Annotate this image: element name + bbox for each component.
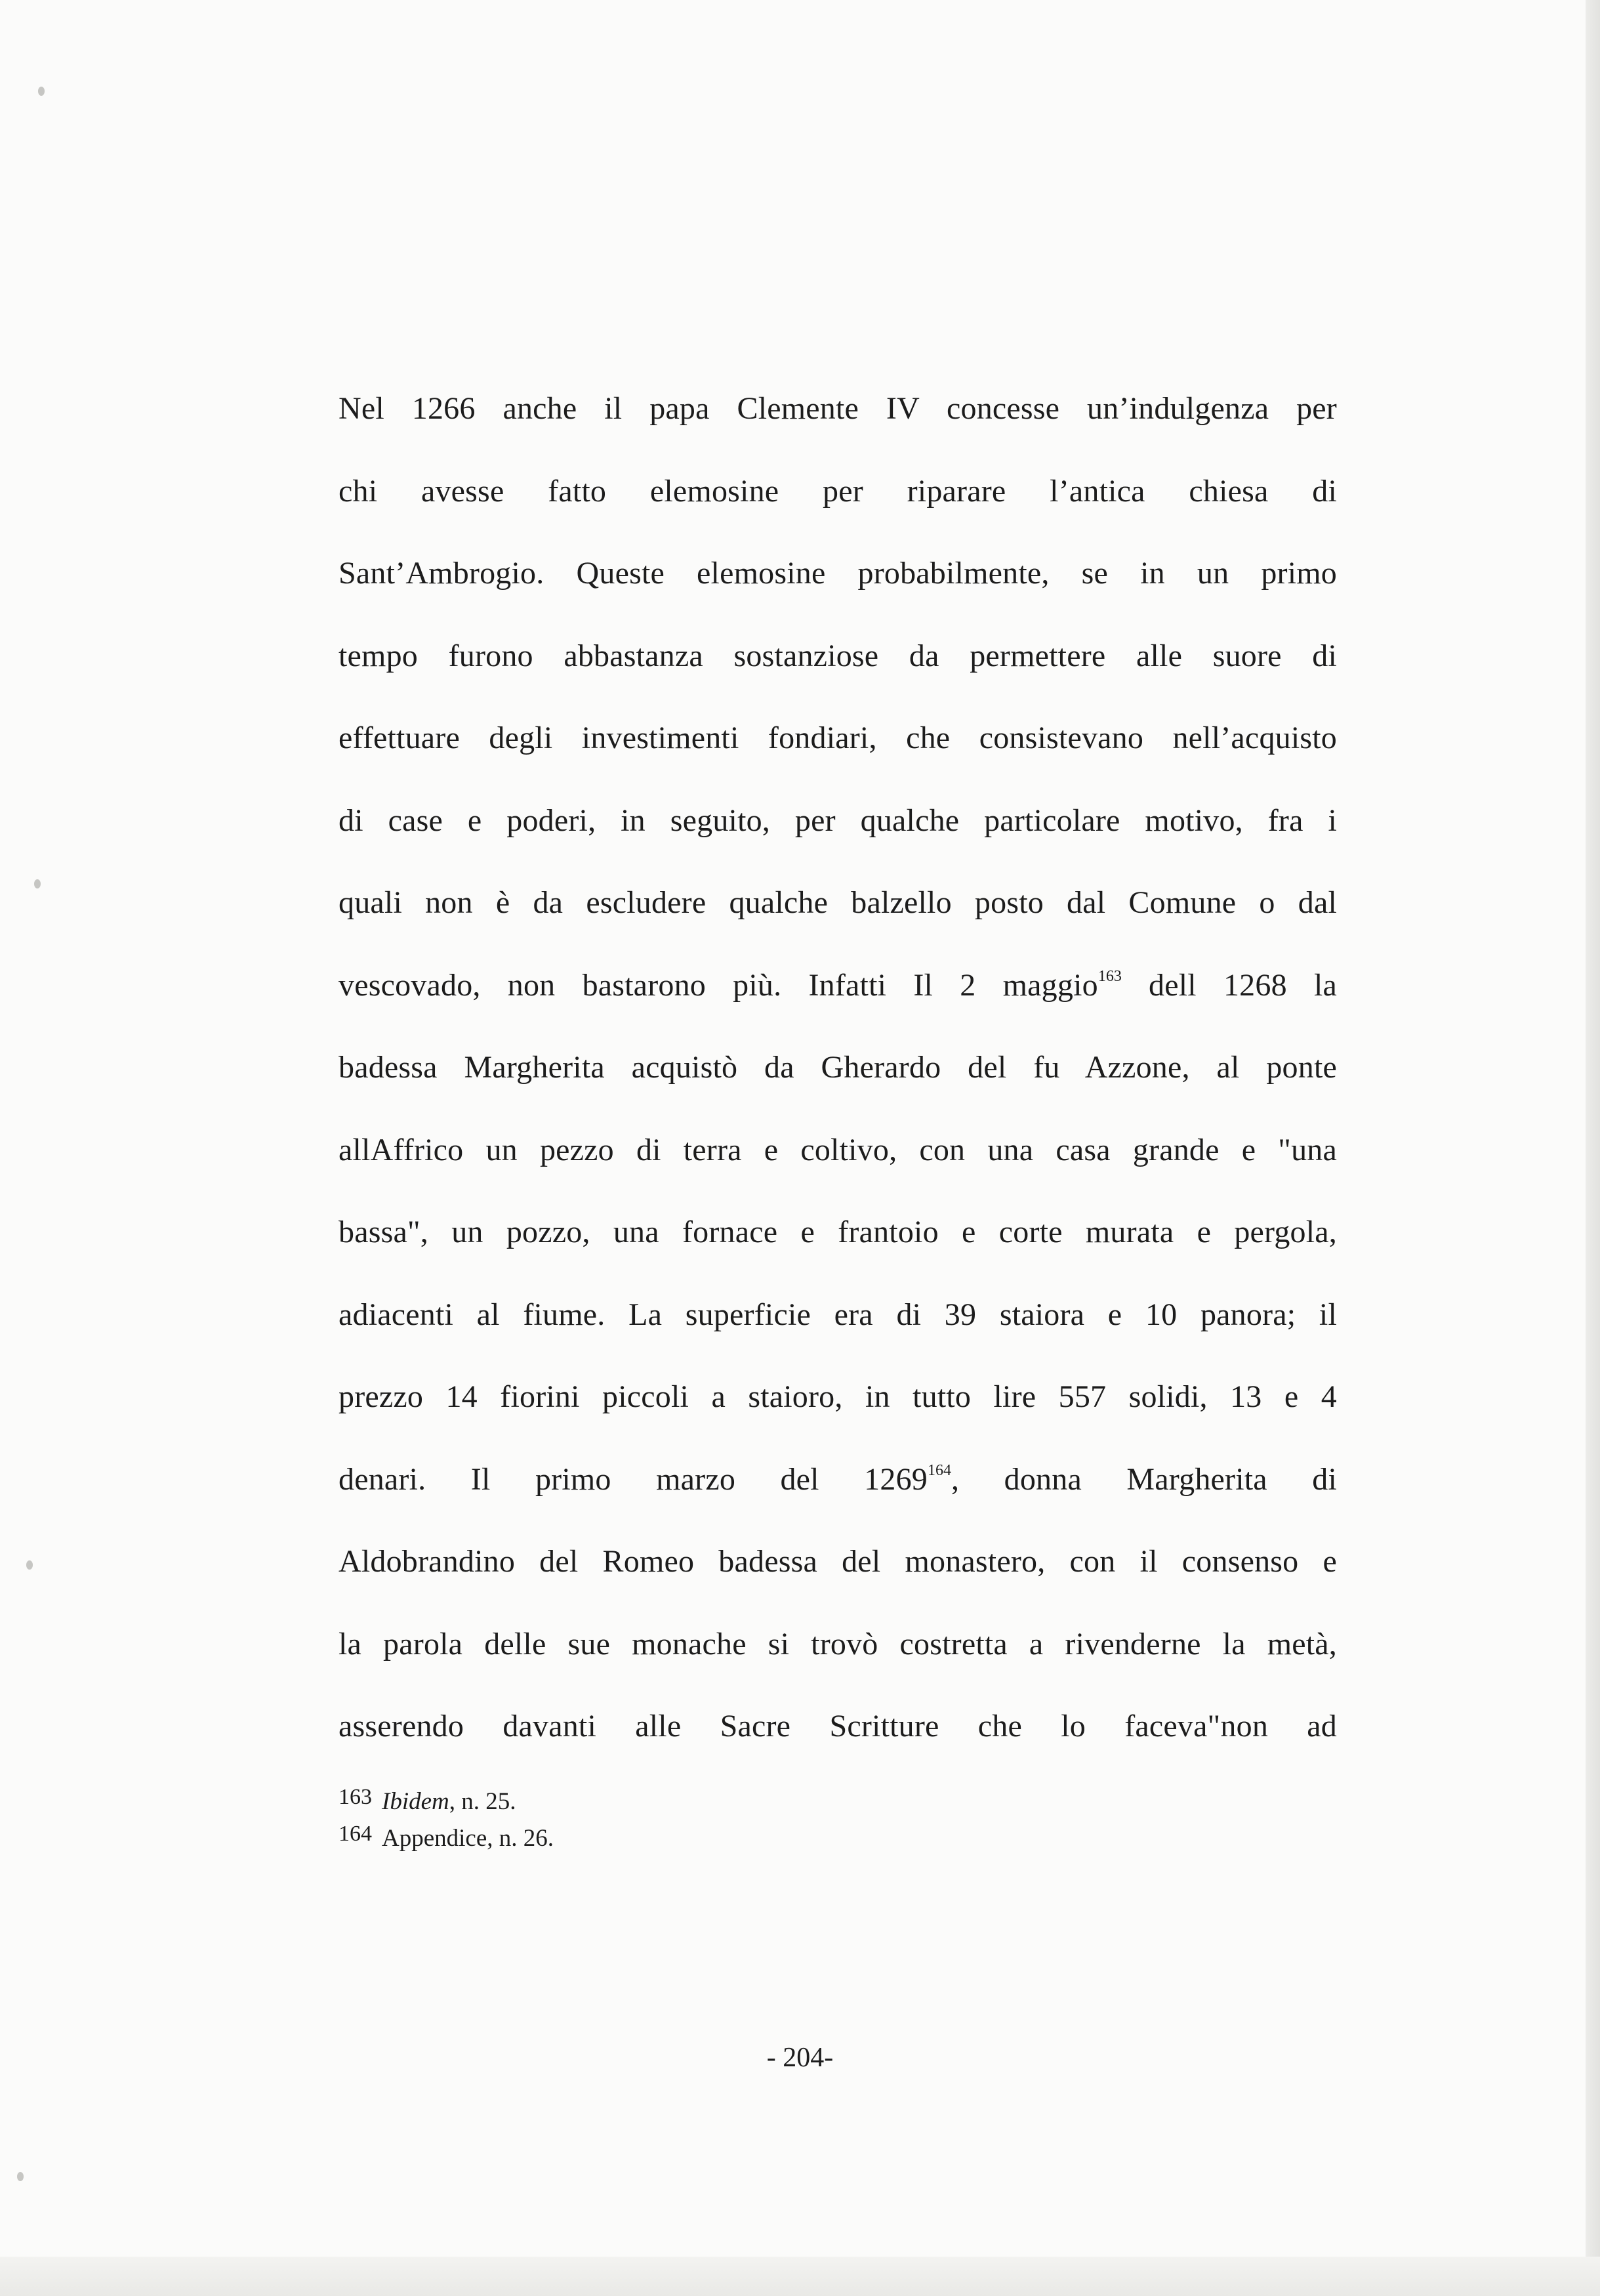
text-line: effettuare degli investimenti fondiari, che consistevano nell’acquisto [338, 720, 1337, 755]
footnote-text: , n. 25. [449, 1788, 516, 1815]
footnote-number: 163 [338, 1785, 372, 1809]
text-line: asserendo davanti alle Sacre Scritture che lo faceva"non ad [338, 1709, 1337, 1743]
text-line: adiacenti al fiume. La superficie era di 39 staiora e 10 panora; il [338, 1297, 1337, 1332]
footnote-italic-text: Ibidem [382, 1788, 449, 1815]
text-line: chi avesse fatto elemosine per riparare l’antica chiesa di [338, 473, 1337, 509]
scan-speck [26, 1560, 33, 1570]
text-segment: dell 1268 la [1121, 967, 1338, 1003]
text-line: quali non è da escludere qualche balzello posto dal Comune o dal [338, 885, 1337, 920]
text-segment: vescovado, non bastarono più. Infatti Il 2 maggio [338, 967, 1098, 1003]
text-line: di case e poderi, in seguito, per qualche particolare motivo, fra i [338, 803, 1337, 838]
page-number: - 204- [766, 2043, 834, 2073]
footnote-ref-163: 163 [1097, 967, 1122, 985]
text-line: prezzo 14 fiorini piccoli a staioro, in tutto lire 557 solidi, 13 e 4 [338, 1379, 1337, 1414]
footnote-text: Appendice, n. 26. [382, 1825, 554, 1852]
text-line: Sant’Ambrogio. Queste elemosine probabilmente, se in un primo [338, 556, 1337, 591]
body-text [338, 367, 1337, 1768]
text-line: badessa Margherita acquistò da Gherardo del fu Azzone, al ponte [338, 1050, 1337, 1085]
footnote-ref-164: 164 [928, 1461, 951, 1479]
text-line: tempo furono abbastanza sostanziose da permettere alle suore di [338, 638, 1337, 673]
text-line: la parola delle sue monache si trovò costretta a rivenderne la metà, [338, 1626, 1337, 1661]
scan-edge-right [1586, 0, 1600, 2296]
text-line: Aldobrandino del Romeo badessa del monastero, con il consenso e [338, 1544, 1337, 1579]
text-line: allAffrico un pezzo di terra e coltivo, con una casa grande e "una [338, 1132, 1337, 1167]
text-segment: denari. Il primo marzo del 1269 [338, 1461, 928, 1497]
text-line-with-footnote-ref [338, 944, 1337, 1027]
footnote-number: 164 [338, 1822, 372, 1846]
scan-speck [17, 2172, 24, 2181]
scan-edge-bottom [0, 2257, 1600, 2296]
scan-speck [38, 87, 45, 96]
footnotes [338, 1785, 1337, 1858]
text-line: bassa", un pozzo, una fornace e frantoio e corte murata e pergola, [338, 1215, 1337, 1249]
footnote-164 [338, 1822, 1337, 1858]
footnote-163 [338, 1785, 1337, 1822]
text-line-with-footnote-ref [338, 1438, 1337, 1521]
text-line: Nel 1266 anche il papa Clemente IV concesse un’indulgenza per [338, 391, 1337, 426]
scan-speck [34, 879, 41, 888]
text-segment: , donna Margherita di [951, 1461, 1337, 1497]
